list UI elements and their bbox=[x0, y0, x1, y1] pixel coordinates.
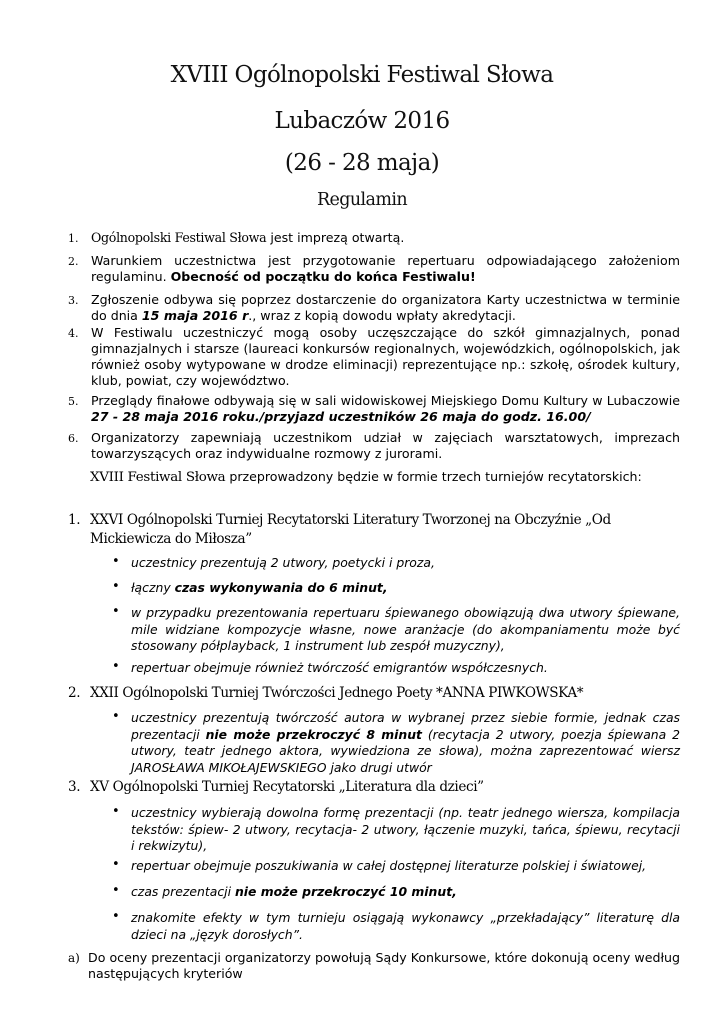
tournament-title: XXII Ogólnopolski Turniej Twórczości Jednego Poety *ANNA PIWKOWSKA* bbox=[90, 685, 584, 701]
tournament-heading bbox=[68, 511, 680, 549]
tournament-title: XV Ogólnopolski Turniej Recytatorski „Literatura dla dzieci” bbox=[90, 779, 484, 795]
bullet-emphasis: nie może przekroczyć 10 minut, bbox=[234, 884, 457, 899]
festival-title: XVIII Ogólnopolski Festiwal Słowa bbox=[170, 62, 554, 88]
bullet-icon: • bbox=[112, 804, 120, 819]
rule-text: Warunkiem uczestnictwa jest przygotowanie repertuaru odpowiadającego założeniom regulaminu. bbox=[91, 253, 680, 284]
tournaments-intro bbox=[90, 468, 680, 486]
rule-lead: Ogólnopolski Festiwal Słowa bbox=[91, 230, 267, 245]
bullet-icon: • bbox=[112, 883, 120, 898]
rule-number: 6. bbox=[68, 432, 79, 445]
bullet-item bbox=[112, 605, 680, 655]
tournament-heading bbox=[68, 778, 680, 797]
bullet-icon: • bbox=[112, 909, 120, 924]
rule-emphasis: Obecność od początku do końca Festiwalu! bbox=[170, 269, 476, 284]
bullet-text: uczestnicy prezentują twórczość autora w wybranej przez siebie formie, jednak czas prezentacji bbox=[131, 710, 680, 742]
rule-text-end: ., wraz z kopią dowodu wpłaty akredytacji. bbox=[248, 308, 516, 323]
festival-dates: (26 - 28 maja) bbox=[284, 150, 440, 176]
criteria-marker: a) bbox=[68, 951, 80, 965]
bullet-item bbox=[112, 805, 680, 855]
rule-emphasis: 27 - 28 maja 2016 roku./przyjazd uczestników 26 maja do godz. 16.00/ bbox=[91, 409, 591, 424]
bullet-icon: • bbox=[112, 857, 120, 872]
bullet-item bbox=[112, 910, 680, 943]
rule-item bbox=[68, 292, 680, 324]
bullet-item bbox=[112, 555, 680, 572]
bullet-text: czas prezentacji bbox=[131, 884, 235, 899]
bullet-item bbox=[112, 884, 680, 901]
bullet-icon: • bbox=[112, 709, 120, 724]
criteria-text: Do oceny prezentacji organizatorzy powołują Sądy Konkursowe, które dokonują oceny według następujących kryteriów bbox=[88, 950, 680, 981]
rule-number: 3. bbox=[68, 294, 79, 307]
bullet-item bbox=[112, 710, 680, 776]
tournament-number: 2. bbox=[68, 685, 81, 701]
rule-number: 2. bbox=[68, 255, 79, 268]
bullet-emphasis: czas wykonywania do 6 minut, bbox=[174, 580, 388, 595]
rule-number: 1. bbox=[68, 232, 79, 245]
tournament-heading bbox=[68, 684, 680, 703]
rule-text: Zgłoszenie odbywa się poprzez dostarczenie do organizatora Karty uczestnictwa w terminie do dnia bbox=[91, 292, 680, 323]
bullet-text: repertuar obejmuje również twórczość emigrantów współczesnych. bbox=[131, 660, 548, 675]
section-heading: Regulamin bbox=[316, 190, 408, 210]
bullet-text: uczestnicy prezentują 2 utwory, poetycki i proza, bbox=[131, 555, 435, 570]
rule-number: 4. bbox=[68, 327, 79, 340]
rule-text: jest imprezą otwartą. bbox=[266, 230, 405, 245]
bullet-item bbox=[112, 580, 680, 597]
bullet-item bbox=[112, 858, 680, 875]
rule-item bbox=[68, 430, 680, 462]
bullet-icon: • bbox=[112, 659, 120, 674]
bullet-icon: • bbox=[112, 579, 120, 594]
bullet-text: w przypadku prezentowania repertuaru śpiewanego obowiązują dwa utwory śpiewane, mile widziane kompozycje własne, nowe aranżacje (do akompaniamentu może być stosowany półplayback, 1 instrument lub zespół muzyczny), bbox=[131, 605, 680, 653]
rule-text: W Festiwalu uczestniczyć mogą osoby uczęszczające do szkół gimnazjalnych, ponad gimnazjalnych i starsze (laureaci konkursów regionalnych, wojewódzkich, ogólnopolskich, jak również osoby wytypowane w drodze eliminacji) reprezentujące np.: szkołę, ośrodek kultury, klub, powiat, czy województwo. bbox=[91, 325, 680, 388]
bullet-text: uczestnicy wybierają dowolna formę prezentacji (np. teatr jednego wiersza, kompilacja tekstów: śpiew- 2 utwory, recytacja- 2 utwory, łączenie muzyki, tańca, śpiewu, recytacji i rekwizytu), bbox=[131, 805, 680, 853]
tournament-title: XXVI Ogólnopolski Turniej Recytatorski Literatury Tworzonej na Obczyźnie „Od Mickiewicza do Miłosza” bbox=[90, 512, 611, 547]
rule-number: 5. bbox=[68, 395, 79, 408]
bullet-text-end: (recytacja 2 utwory, poezja śpiewana 2 utwory, teatr jednego aktora, wywiedziona ze słowa), można zaprezentować wiersz JAROSŁAWA MIKOŁAJEWSKIEGO jako drugi utwór bbox=[131, 726, 680, 775]
rule-item bbox=[68, 325, 680, 389]
intro-lead: XVIII Festiwal Słowa bbox=[90, 470, 226, 485]
bullet-emphasis: nie może przekroczyć 8 minut bbox=[205, 726, 422, 742]
rule-item bbox=[68, 253, 680, 285]
bullet-icon: • bbox=[112, 554, 120, 569]
criteria-item bbox=[68, 950, 680, 982]
intro-text: przeprowadzony będzie w formie trzech turniejów recytatorskich: bbox=[225, 469, 642, 484]
rule-item bbox=[68, 393, 680, 425]
bullet-text: znakomite efekty w tym turnieju osiągają wykonawcy „przekładający” literaturę dla dzieci na „język dorosłych”. bbox=[131, 910, 680, 942]
bullet-text: repertuar obejmuje poszukiwania w całej dostępnej literaturze polskiej i światowej, bbox=[131, 858, 647, 873]
rule-item bbox=[68, 230, 680, 246]
bullet-text: łączny bbox=[131, 580, 175, 595]
tournament-number: 3. bbox=[68, 779, 81, 795]
rule-emphasis: 15 maja 2016 r bbox=[141, 308, 249, 323]
bullet-item bbox=[112, 660, 680, 677]
festival-subtitle: Lubaczów 2016 bbox=[274, 108, 450, 134]
rule-text: Przeglądy finałowe odbywają się w sali widowiskowej Miejskiego Domu Kultury w Lubaczowie bbox=[91, 393, 680, 408]
tournament-number: 1. bbox=[68, 512, 81, 528]
bullet-icon: • bbox=[112, 604, 120, 619]
rule-text: Organizatorzy zapewniają uczestnikom udział w zajęciach warsztatowych, imprezach towarzyszących oraz indywidualne rozmowy z jurorami. bbox=[91, 430, 680, 461]
